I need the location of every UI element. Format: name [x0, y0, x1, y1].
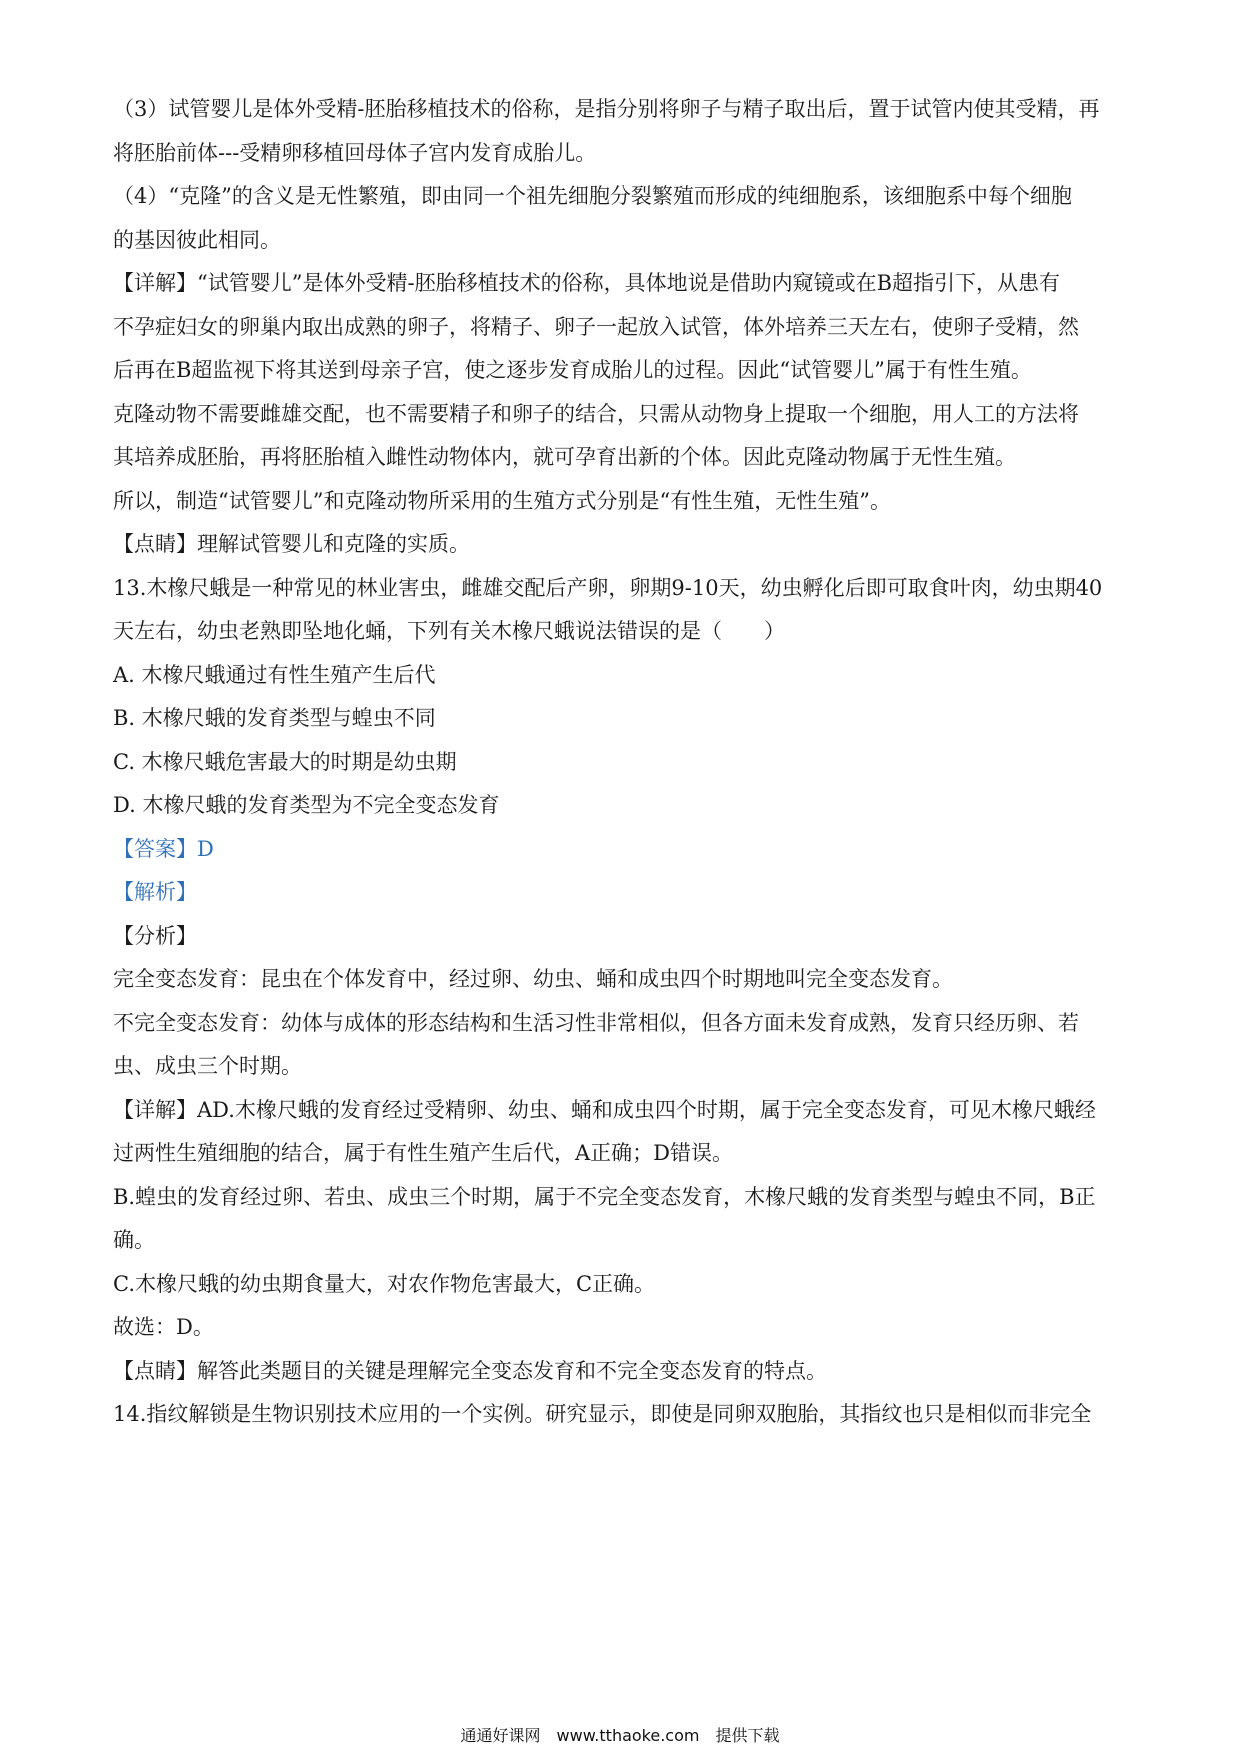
text-line-p13: 【点睛】解答此类题目的关键是理解完全变态发育和不完全变态发育的特点。 [113, 1359, 827, 1383]
text-line-p2b: 的基因彼此相同。 [113, 228, 281, 252]
text-line-p12: 故选：D。 [113, 1315, 214, 1339]
text-line-p10b: 确。 [113, 1228, 155, 1252]
text-line-p1b: 将胚胎前体---受精卵移植回母体子宫内发育成胎儿。 [113, 141, 597, 165]
text-line-p4a: 克隆动物不需要雌雄交配，也不需要精子和卵子的结合，只需从动物身上提取一个细胞，用人工的方法将 [113, 402, 1079, 426]
text-line-p2a: （4）“克隆”的含义是无性繁殖，即由同一个祖先细胞分裂繁殖而形成的纯细胞系，该细胞系中每个细胞 [113, 184, 1072, 208]
text-line-p11: C.木橡尺蛾的幼虫期食量大，对农作物危害最大，C正确。 [113, 1272, 656, 1296]
text-line-optC: C. 木橡尺蛾危害最大的时期是幼虫期 [113, 750, 457, 774]
page-footer: 通通好课网 www.tthaoke.com 提供下载 [460, 1726, 780, 1745]
text-line-q14: 14.指纹解锁是生物识别技术应用的一个实例。研究显示，即使是同卵双胞胎，其指纹也只是相似而非完全 [113, 1402, 1092, 1426]
text-line-p9a: 【详解】AD.木橡尺蛾的发育经过受精卵、幼虫、蛹和成虫四个时期，属于完全变态发育，可见木橡尺蛾经 [113, 1098, 1096, 1122]
text-line-p4b: 其培养成胚胎，再将胚胎植入雌性动物体内，就可孕育出新的个体。因此克隆动物属于无性生殖。 [113, 445, 1016, 469]
text-line-p8a: 不完全变态发育：幼体与成体的形态结构和生活习性非常相似，但各方面未发育成熟，发育只经历卵、若 [113, 1011, 1079, 1035]
text-line-p3a: 【详解】“试管婴儿”是体外受精-胚胎移植技术的俗称，具体地说是借助内窥镜或在B超指引下，从患有 [113, 271, 1060, 295]
text-line-p9b: 过两性生殖细胞的结合，属于有性生殖产生后代，A正确；D错误。 [113, 1141, 733, 1165]
text-line-p5: 所以，制造“试管婴儿”和克隆动物所采用的生殖方式分别是“有性生殖，无性生殖”。 [113, 489, 891, 513]
text-line-p3c: 后再在B超监视下将其送到母亲子宫，使之逐步发育成胎儿的过程。因此“试管婴儿”属于有性生殖。 [113, 358, 1032, 382]
text-line-optA: A. 木橡尺蛾通过有性生殖产生后代 [113, 663, 436, 687]
text-line-fenxi: 【分析】 [113, 924, 197, 948]
text-line-optD: D. 木橡尺蛾的发育类型为不完全变态发育 [113, 793, 500, 817]
text-line-p8b: 虫、成虫三个时期。 [113, 1054, 302, 1078]
text-line-p10a: B.蝗虫的发育经过卵、若虫、成虫三个时期，属于不完全变态发育，木橡尺蛾的发育类型与蝗虫不同，B正 [113, 1185, 1096, 1209]
text-line-ans: 【答案】D [113, 837, 214, 861]
text-line-optB: B. 木橡尺蛾的发育类型与蝗虫不同 [113, 706, 436, 730]
text-line-jiexi: 【解析】 [113, 880, 197, 904]
text-line-p1a: （3）试管婴儿是体外受精-胚胎移植技术的俗称，是指分别将卵子与精子取出后，置于试管内使其受精，再 [113, 97, 1100, 121]
text-line-p3b: 不孕症妇女的卵巢内取出成熟的卵子，将精子、卵子一起放入试管，体外培养三天左右，使卵子受精，然 [113, 315, 1079, 339]
text-line-q13b: 天左右，幼虫老熟即坠地化蛹，下列有关木橡尺蛾说法错误的是（ ） [113, 619, 785, 643]
text-line-p6: 【点睛】理解试管婴儿和克隆的实质。 [113, 532, 470, 556]
text-line-p7: 完全变态发育：昆虫在个体发育中，经过卵、幼虫、蛹和成虫四个时期地叫完全变态发育。 [113, 967, 953, 991]
text-line-q13a: 13.木橡尺蛾是一种常见的林业害虫，雌雄交配后产卵，卵期9-10天，幼虫孵化后即可取食叶肉，幼虫期40 [113, 576, 1103, 600]
